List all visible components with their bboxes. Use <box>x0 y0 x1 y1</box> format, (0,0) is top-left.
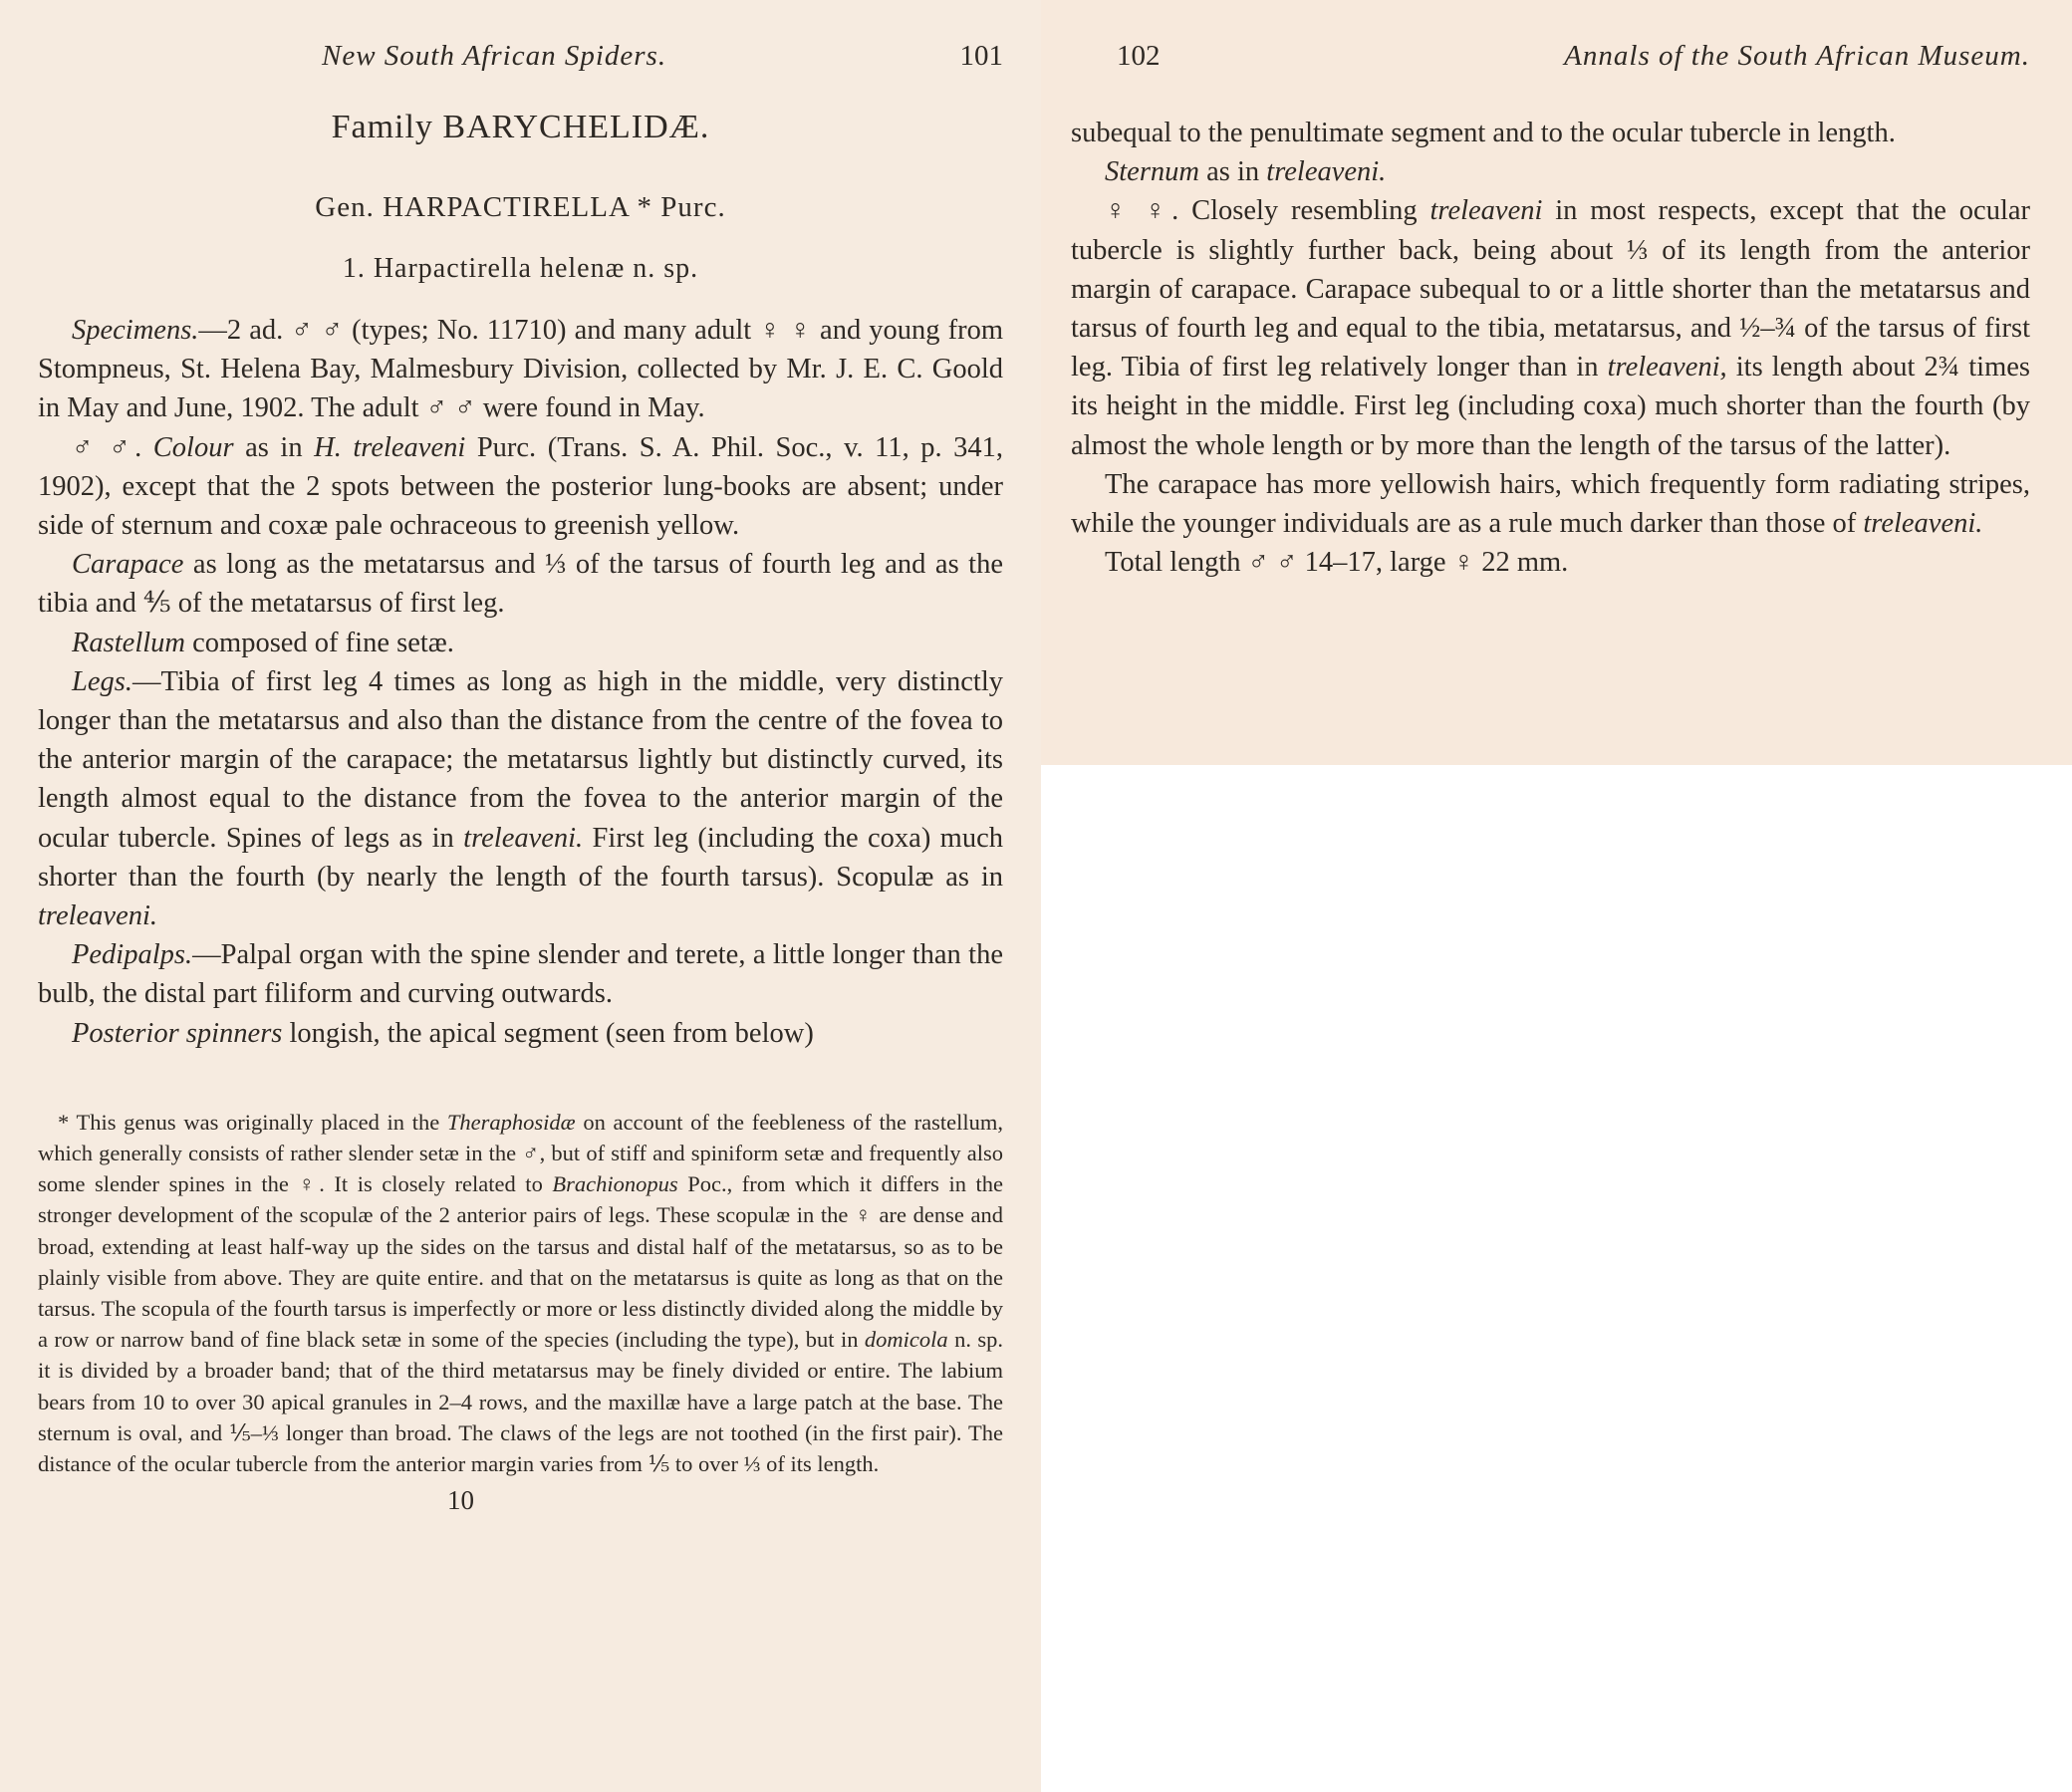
footnote-species: domicola <box>864 1327 948 1353</box>
spinners-label: Posterior spinners <box>72 1017 283 1049</box>
carapace-hairs-species: treleaveni. <box>1863 508 1983 540</box>
footnote-text-2: on account of the feebleness of the rastellum, which generally consists of rather slender setæ in the ♂, but of stiff and spiniform setæ and frequently also some slender spines in the ♀. It is closely related to <box>38 1109 1003 1197</box>
running-title: New South African Spiders. <box>322 40 667 72</box>
pedipalps-text: —Palpal organ with the spine slender and terete, a little longer than the bulb, the distal part filiform and curving outwards. <box>38 939 1003 1010</box>
right-page <box>1041 0 2072 765</box>
sternum-species: treleaveni. <box>1266 156 1387 188</box>
pedipalps-label: Pedipalps. <box>72 939 193 971</box>
page-number: 102 <box>1117 40 1161 72</box>
legs-paragraph <box>38 662 1003 935</box>
species-description <box>38 311 1003 1053</box>
folio-signature: 10 <box>447 1485 474 1516</box>
footnote-genus: Brachionopus <box>552 1171 678 1197</box>
colour-text-1: as in <box>245 431 303 463</box>
carapace-label: Carapace <box>72 549 184 581</box>
pedipalps-paragraph <box>38 935 1003 1013</box>
female-species-2: treleaveni, <box>1607 352 1727 384</box>
continuation-paragraph: subequal to the penultimate segment and to the ocular tubercle in length. <box>1071 118 1896 148</box>
right-running-head <box>1071 40 2030 82</box>
sternum-paragraph <box>1071 152 2030 191</box>
legs-text-1: —Tibia of first leg 4 times as long as high in the middle, very distinctly longer than the metatarsus and also than the distance from the centre of the fovea to the anterior margin of the carapace; the metatarsus lightly but distinctly curved, its length almost equal to the distance from the fovea to the anterior margin of the ocular tubercle. Spines of legs as in <box>38 665 1003 854</box>
footnote-text-3: Poc., from which it differs in the stronger development of the scopulæ of the 2 anterior pairs of legs. These scopulæ in the ♀ are dense and broad, extending at least half-way up the sides on the tarsus and distal half of the metatarsus, so as to be plainly visible from above. They are quite entire. and that on the metatarsus is quite as long as that on the tarsus. The scopula of the fourth tarsus is imperfectly or more or less distinctly divided along the middle by a row or narrow band of fine black setæ in some of the species (including the type), but in <box>38 1171 1004 1353</box>
female-species-1: treleaveni <box>1429 195 1543 227</box>
total-length-paragraph: Total length ♂ ♂ 14–17, large ♀ 22 mm. <box>1105 547 1569 579</box>
footnote-text-4: n. sp. it is divided by a broader band; that of the third metatarsus may be finely divided or entire. The labium bears from 10 to over 30 apical granules in 2–4 rows, and the maxillæ have a large patch at the base. The sternum is oval, and ⅕–⅓ longer than broad. The claws of the legs are not toothed (in the first pair). The distance of the ocular tubercle from the anterior margin varies from ⅕ to over ⅓ of its length. <box>38 1327 1004 1477</box>
female-text-2: in most respects, except that the ocular tubercle is slightly further back, being about ⅓ of its length from the anterior margin of carapace. Carapace subequal to or a little shorter than the metatarsus and tarsus of fourth leg and equal to the tibia, metatarsus, and ½–¾ of the tarsus of first leg. Tibia of first leg relatively longer than in <box>1071 195 2031 384</box>
colour-label: Colour <box>152 431 234 463</box>
female-text-1: Closely resembling <box>1191 195 1418 227</box>
genus-heading: Gen. HARPACTIRELLA * Purc. <box>315 191 726 223</box>
female-prefix: ♀ ♀. <box>1105 195 1179 227</box>
carapace-hairs-text: The carapace has more yellowish hairs, which frequently form radiating stripes, while the younger individuals are as a rule much darker than those of <box>1071 468 2030 540</box>
footnote <box>38 1107 1003 1479</box>
sternum-label: Sternum <box>1105 156 1199 188</box>
legs-species-2: treleaveni. <box>38 900 158 932</box>
carapace-hairs-paragraph <box>1071 465 2030 543</box>
sternum-text: as in <box>1206 156 1260 188</box>
specimens-paragraph <box>38 311 1003 428</box>
female-text-3: its length about 2¾ times its height in the middle. First leg (including coxa) much shorter than the fourth (by almost the whole length or by more than the length of the tarsus of the latter). <box>1071 352 2031 461</box>
colour-text-2: Purc. (Trans. S. A. Phil. Soc., v. 11, p. 341, 1902), except that the 2 spots between the posterior lung-books are absent; under side of sternum and coxæ pale ochraceous to greenish yellow. <box>38 431 1004 542</box>
footnote-family: Theraphosidæ <box>446 1109 576 1135</box>
carapace-paragraph <box>38 545 1003 623</box>
species-heading: 1. Harpactirella helenæ n. sp. <box>342 253 699 284</box>
left-running-head <box>38 40 1003 82</box>
specimens-label: Specimens. <box>72 315 199 346</box>
rastellum-label: Rastellum <box>72 627 185 658</box>
legs-species-1: treleaveni. <box>463 822 584 854</box>
spinners-paragraph <box>38 1014 1003 1053</box>
rastellum-paragraph <box>38 624 1003 662</box>
family-heading: Family BARYCHELIDÆ. <box>331 109 710 145</box>
colour-species: H. treleaveni <box>314 431 466 463</box>
page-number: 101 <box>959 40 1003 72</box>
running-title: Annals of the South African Museum. <box>1564 40 2030 72</box>
legs-text-2: First leg (including the coxa) much shorter than the fourth (by nearly the length of the fourth tarsus). Scopulæ as in <box>38 822 1003 893</box>
colour-prefix: ♂ ♂. <box>72 431 142 463</box>
colour-paragraph <box>38 428 1003 546</box>
rastellum-text: composed of fine setæ. <box>192 627 454 658</box>
legs-label: Legs. <box>72 665 132 697</box>
spinners-text: longish, the apical segment (seen from below) <box>289 1017 814 1049</box>
specimens-text: —2 ad. ♂ ♂ (types; No. 11710) and many adult ♀ ♀ and young from Stompneus, St. Helena Bay, Malmesbury Division, collected by Mr. J. E. C. Goold in May and June, 1902. The adult ♂ ♂ were found in May. <box>38 315 1003 424</box>
species-description-continued <box>1071 114 2030 582</box>
female-paragraph <box>1071 191 2030 464</box>
carapace-text: as long as the metatarsus and ⅓ of the tarsus of fourth leg and as the tibia and ⅘ of the metatarsus of first leg. <box>38 549 1003 620</box>
footnote-text-1: * This genus was originally placed in the <box>58 1109 440 1135</box>
